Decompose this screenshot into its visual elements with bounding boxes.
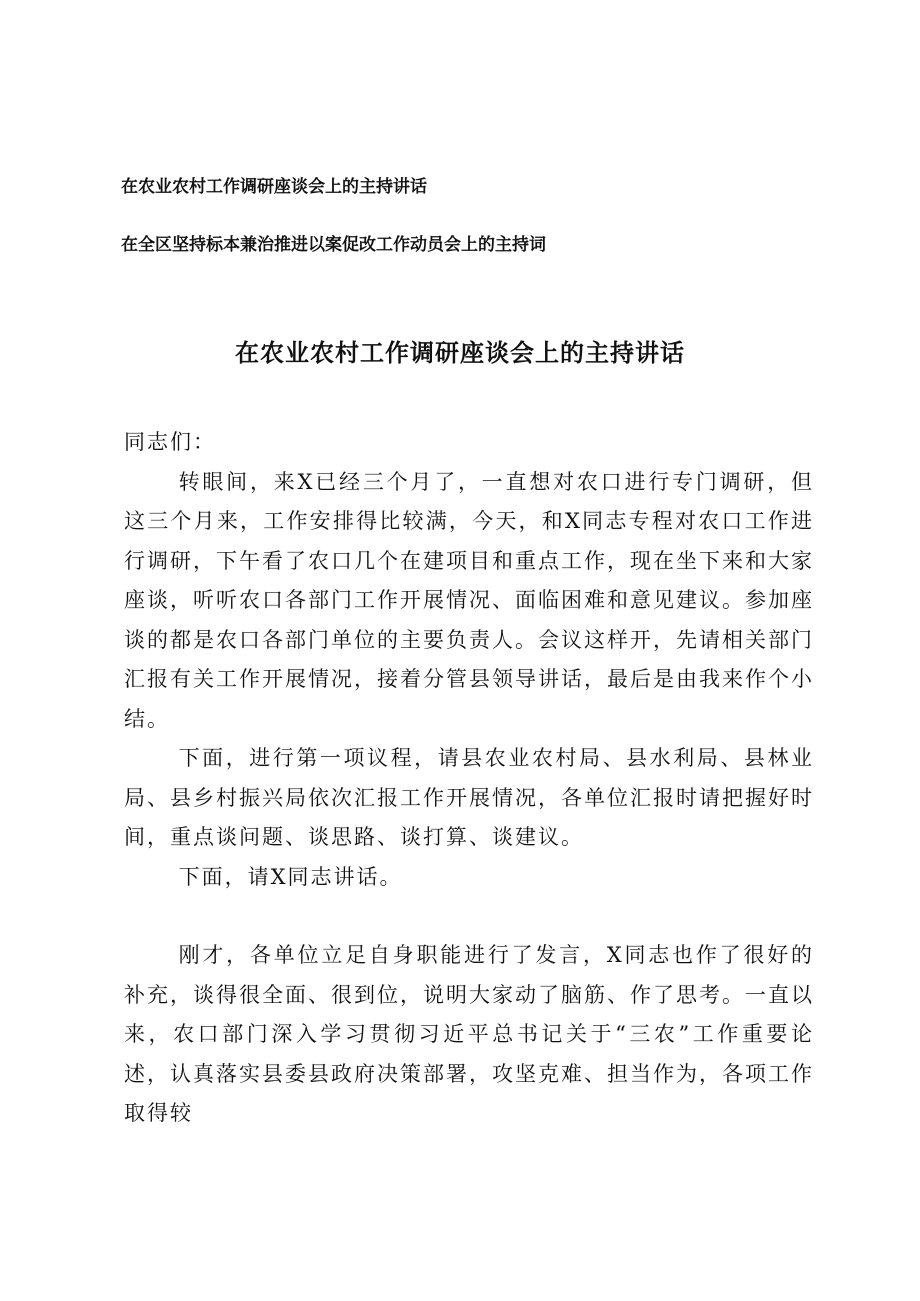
paragraph-1: 转眼间，来X已经三个月了，一直想对农口进行专门调研，但这三个月来，工作安排得比较满，今天，和X同志专程对农口工作进行调研，下午看了农口几个在建项目和重点工作，现在坐下来和大家座谈，听听农口各部门工作开展情况、面临困难和意见建议。参加座谈的都是农口各部门单位的主要负责人。会议这样开，先请相关部门汇报有关工作开展情况，接着分管县领导讲话，最后是由我来作个小结。 xyxy=(124,469,814,731)
toc-item-2[interactable]: 在全区坚持标本兼治推进以案促改工作动员会上的主持词 xyxy=(121,235,546,255)
document-body xyxy=(124,423,814,1134)
paragraph-3: 下面，请X同志讲话。 xyxy=(178,864,403,889)
paragraph-gap xyxy=(124,897,814,936)
toc-item-1[interactable]: 在农业农村工作调研座谈会上的主持讲话 xyxy=(121,177,427,197)
table-of-contents xyxy=(121,175,841,257)
paragraph-2: 下面，进行第一项议程，请县农业农村局、县水利局、县林业局、县乡村振兴局依次汇报工作开展情况，各单位汇报时请把握好时间，重点谈问题、谈思路、谈打算、谈建议。 xyxy=(124,746,814,849)
salutation: 同志们： xyxy=(124,430,216,454)
paragraph-4: 刚才，各单位立足自身职能进行了发言，X同志也作了很好的补充，谈得很全面、很到位，说明大家动了脑筋、作了思考。一直以来，农口部门深入学习贯彻习近平总书记关于“三农”工作重要论述，认真落实县委县政府决策部署，攻坚克难、担当作为，各项工作取得较 xyxy=(124,943,814,1125)
document-title: 在农业农村工作调研座谈会上的主持讲话 xyxy=(235,339,685,367)
